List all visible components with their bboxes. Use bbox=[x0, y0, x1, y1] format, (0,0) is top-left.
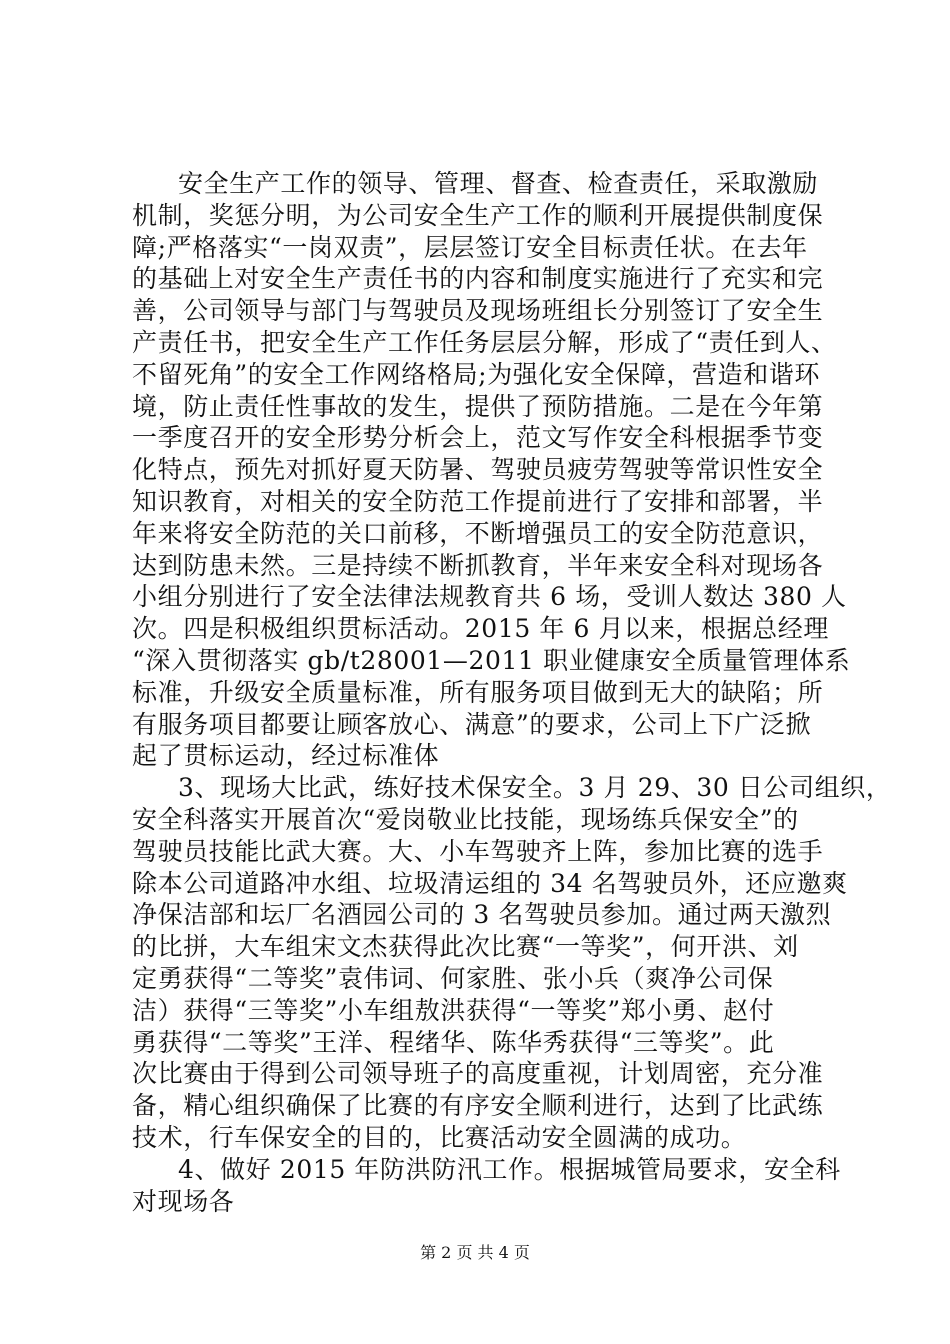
text-line: 勇获得“二等奖”王洋、程绪华、陈华秀获得“三等奖”。此 bbox=[132, 1027, 775, 1057]
text-line: 次比赛由于得到公司领导班子的高度重视，计划周密，充分准 bbox=[132, 1059, 824, 1089]
text-line: 境，防止责任性事故的发生，提供了预防措施。二是在今年第 bbox=[132, 391, 824, 421]
text-line: 知识教育，对相关的安全防范工作提前进行了安排和部署，半 bbox=[132, 486, 824, 516]
text-line: 机制，奖惩分明，为公司安全生产工作的顺利开展提供制度保 bbox=[132, 200, 824, 230]
text-line: 安全生产工作的领导、管理、督查、检查责任，采取激励 bbox=[178, 169, 819, 198]
paragraph-3 bbox=[132, 1154, 852, 1218]
text-line: 不留死角”的安全工作网络格局;为强化安全保障，营造和谐环 bbox=[132, 359, 821, 389]
text-line: “深入贯彻落实 gb/t28001—2011 职业健康安全质量管理体系 bbox=[132, 645, 851, 675]
text-line: 定勇获得“二等奖”袁伟词、何家胜、张小兵（爽净公司保 bbox=[132, 963, 774, 993]
text-line: 净保洁部和坛厂名酒园公司的 3 名驾驶员参加。通过两天激烈 bbox=[132, 900, 832, 930]
page-number-footer: 第 2 页 共 4 页 bbox=[420, 1243, 530, 1262]
text-line: 起了贯标运动，经过标准体 bbox=[132, 741, 440, 771]
text-line: 4、做好 2015 年防洪防汛工作。根据城管局要求，安全科 bbox=[178, 1154, 841, 1184]
text-line: 达到防患未然。三是持续不断抓教育，半年来安全科对现场各 bbox=[132, 550, 824, 580]
text-line: 障;严格落实“一岗双责”，层层签订安全目标责任状。在去年 bbox=[132, 232, 808, 262]
text-line: 一季度召开的安全形势分析会上，范文写作安全科根据季节变 bbox=[132, 423, 824, 453]
text-line: 产责任书，把安全生产工作任务层层分解，形成了“责任到人、 bbox=[132, 327, 837, 357]
text-line: 对现场各 bbox=[132, 1186, 235, 1216]
text-line: 次。四是积极组织贯标活动。2015 年 6 月以来，根据总经理 bbox=[132, 614, 829, 644]
text-line: 洁）获得“三等奖”小车组敖洪获得“一等奖”郑小勇、赵付 bbox=[132, 995, 775, 1025]
text-line: 安全科落实开展首次“爱岗敬业比技能，现场练兵保安全”的 bbox=[132, 804, 799, 834]
text-line: 驾驶员技能比武大赛。大、小车驾驶齐上阵，参加比赛的选手 bbox=[132, 836, 824, 866]
text-line: 标准，升级安全质量标准，所有服务项目做到无大的缺陷；所 bbox=[132, 677, 824, 707]
text-line: 的基础上对安全生产责任书的内容和制度实施进行了充实和完 bbox=[132, 264, 824, 294]
text-line: 小组分别进行了安全法律法规教育共 6 场，受训人数达 380 人 bbox=[132, 582, 847, 612]
text-line: 化特点，预先对抓好夏天防暑、驾驶员疲劳驾驶等常识性安全 bbox=[132, 455, 824, 485]
paragraph-1 bbox=[132, 168, 852, 772]
text-line: 备，精心组织确保了比赛的有序安全顺利进行，达到了比武练 bbox=[132, 1091, 824, 1121]
document-body bbox=[132, 168, 892, 1217]
text-line: 3、现场大比武，练好技术保安全。3 月 29、30 日公司组织， bbox=[178, 773, 892, 803]
text-line: 的比拼，大车组宋文杰获得此次比赛“一等奖”，何开洪、刘 bbox=[132, 932, 799, 962]
text-line: 年来将安全防范的关口前移，不断增强员工的安全防范意识， bbox=[132, 518, 824, 548]
text-line: 除本公司道路冲水组、垃圾清运组的 34 名驾驶员外，还应邀爽 bbox=[132, 868, 848, 898]
text-line: 技术，行车保安全的目的，比赛活动安全圆满的成功。 bbox=[132, 1122, 747, 1152]
text-line: 有服务项目都要让顾客放心、满意”的要求，公司上下广泛掀 bbox=[132, 709, 811, 739]
text-line: 善，公司领导与部门与驾驶员及现场班组长分别签订了安全生 bbox=[132, 296, 824, 326]
paragraph-2 bbox=[132, 772, 892, 1154]
